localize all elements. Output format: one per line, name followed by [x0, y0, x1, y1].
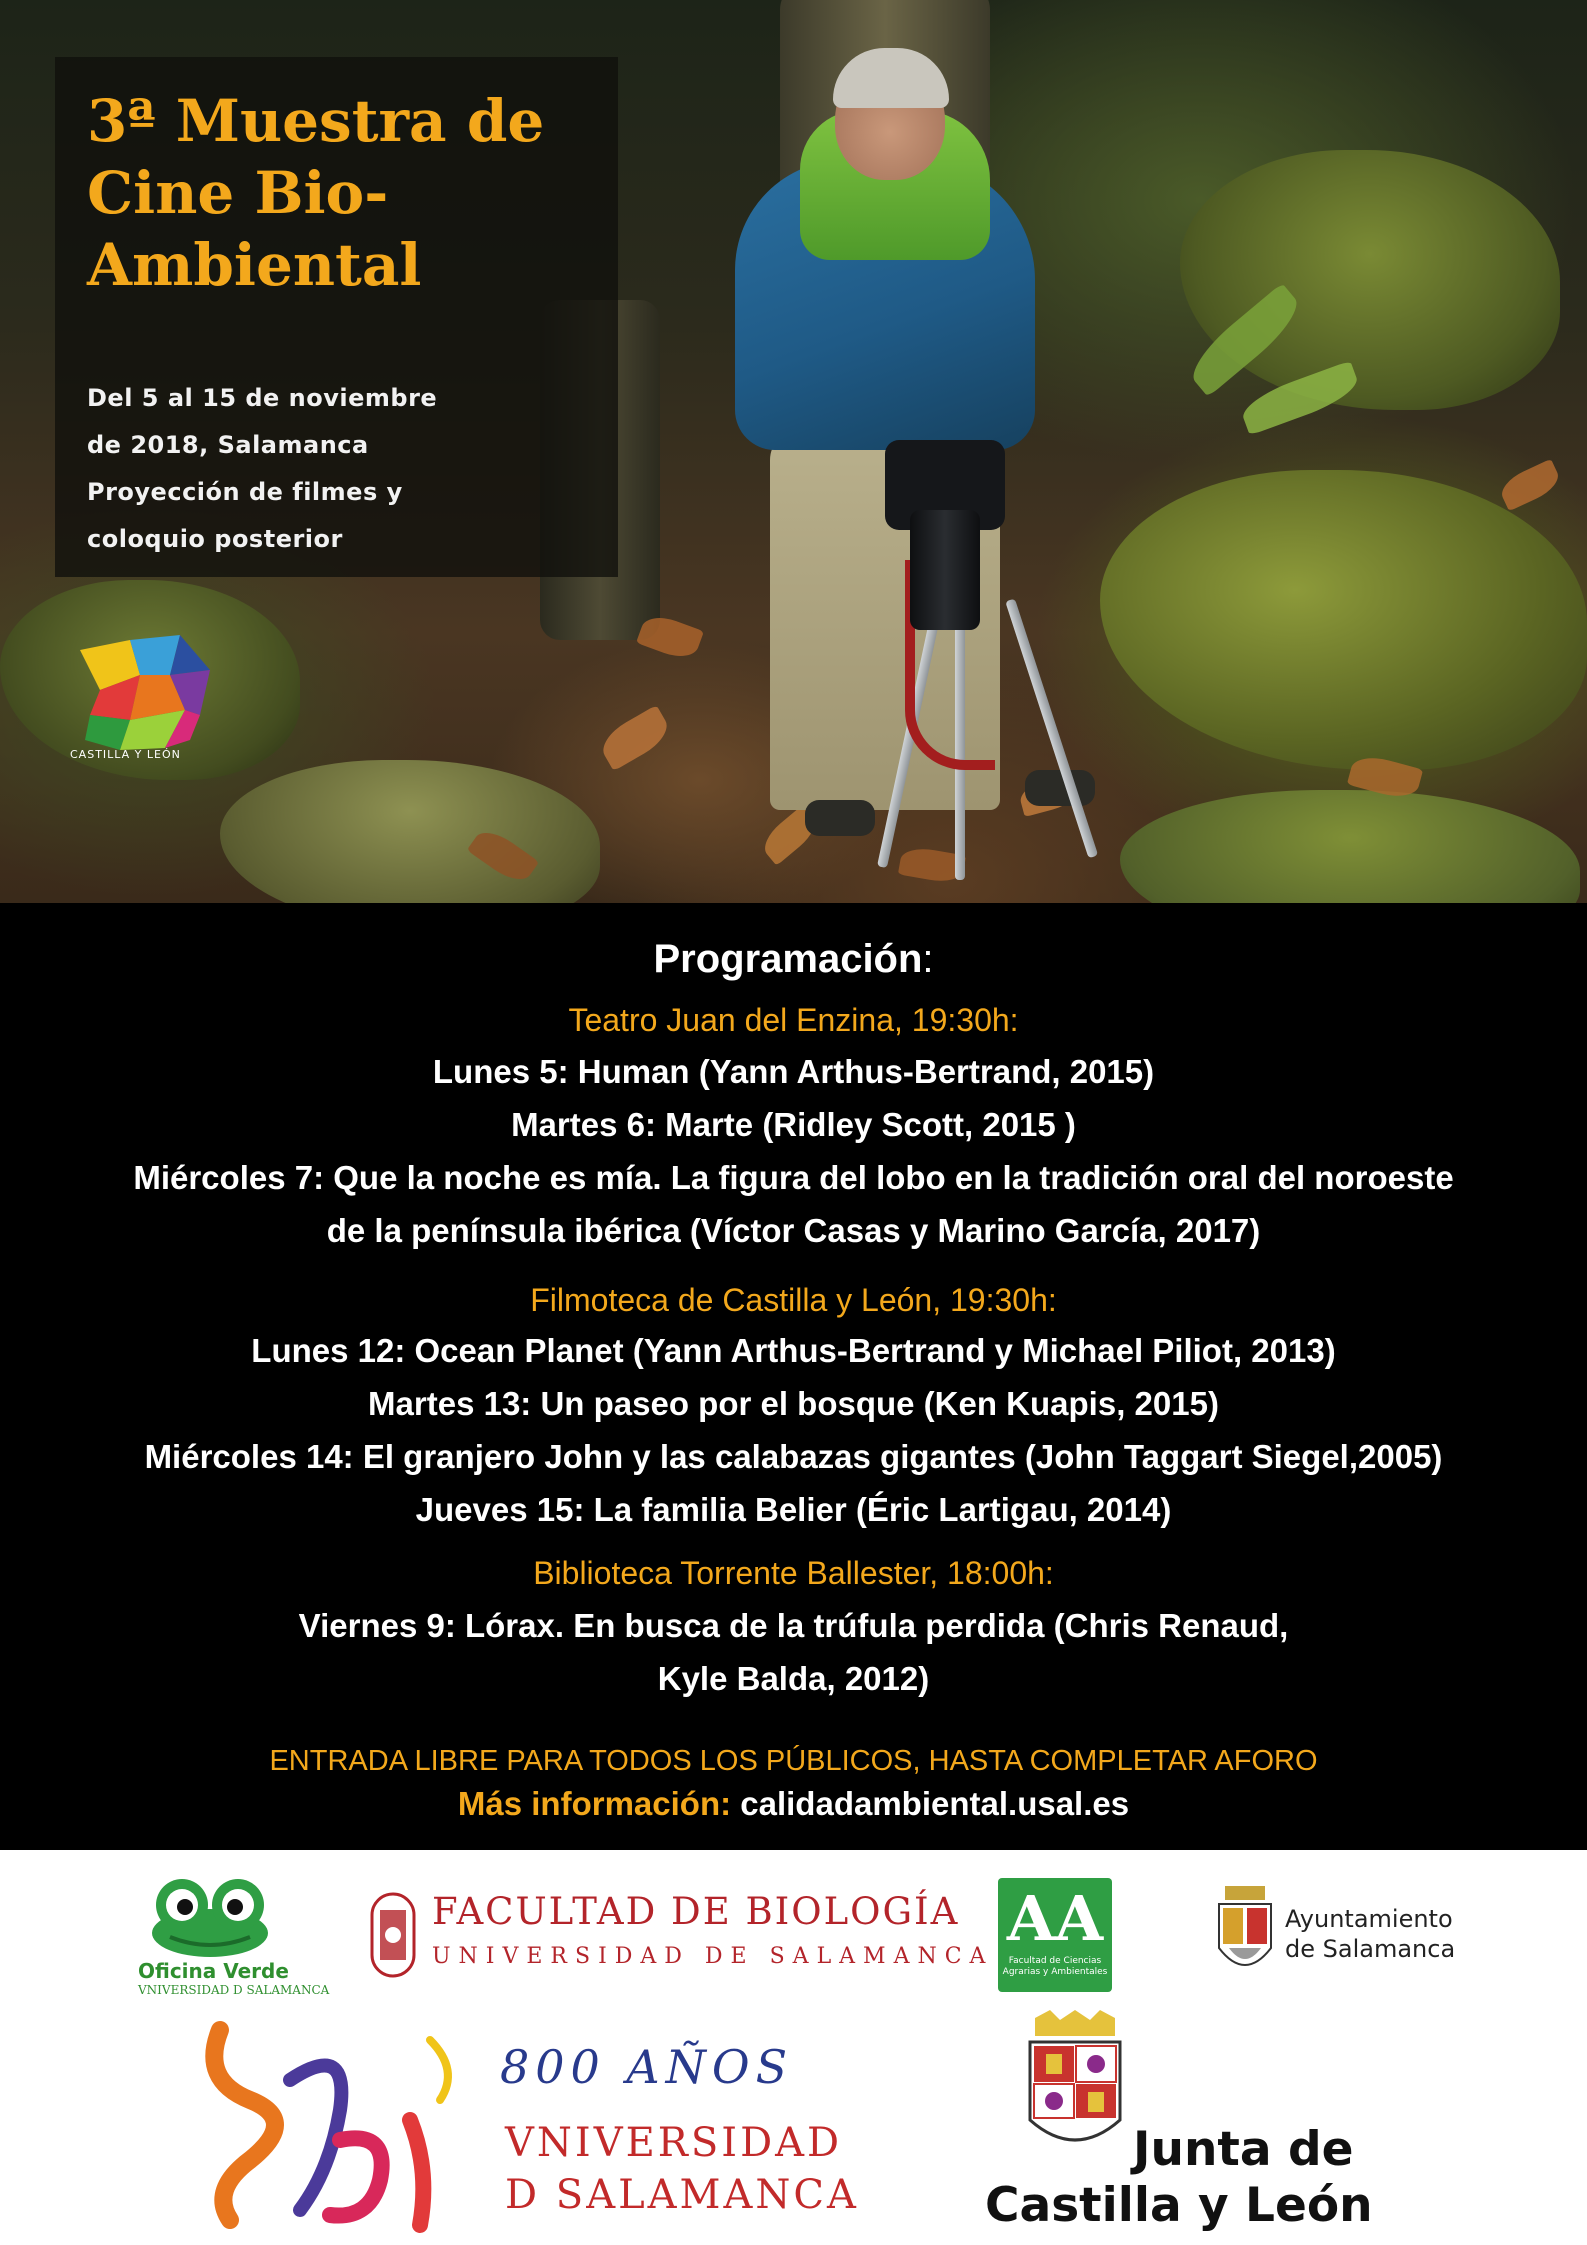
- title-line: 3ª Muestra de: [87, 87, 545, 155]
- sponsors-section: [0, 1850, 1587, 2245]
- title-box: [55, 57, 618, 577]
- aa-letters: AA: [1006, 1882, 1104, 1955]
- coat-of-arms-icon: [1215, 1886, 1275, 1982]
- free-entry-notice: ENTRADA LIBRE PARA TODOS LOS PÚBLICOS, HASTA COMPLETAR AFORO: [269, 1745, 1318, 1777]
- facultad-agrarias-logo: [998, 1878, 1112, 1992]
- title-line: Ambiental: [87, 231, 422, 299]
- screening-line: Martes 13: Un paseo por el bosque (Ken Kuapis, 2015): [368, 1385, 1219, 1422]
- aa-caption-line: Agrarias y Ambientales: [1002, 1967, 1108, 1977]
- event-details: [87, 375, 587, 563]
- usal-800-logo: [190, 2020, 859, 2235]
- program-heading: [0, 931, 1587, 987]
- screening-line: Miércoles 14: El granjero John y las calabazas gigantes (John Taggart Siegel,2005): [144, 1438, 1443, 1475]
- details-line: Proyección de filmes y: [87, 478, 403, 506]
- junta-line: Junta de: [1133, 2122, 1354, 2177]
- oficina-verde-label: Oficina Verde: [138, 1959, 289, 1983]
- screening-line: Miércoles 7: Que la noche es mía. La figura del lobo en la tradición oral del noroeste: [133, 1159, 1454, 1196]
- university-seal-icon: [368, 1890, 418, 1980]
- boot: [805, 800, 875, 836]
- mossy-rock: [1120, 790, 1580, 903]
- more-info: [0, 1781, 1587, 1827]
- venue-title: Teatro Juan del Enzina, 19:30h:: [568, 1002, 1019, 1038]
- event-title: [87, 85, 607, 301]
- frog-icon: [130, 1875, 290, 1957]
- camera-lens: [910, 510, 980, 630]
- details-line: coloquio posterior: [87, 525, 343, 553]
- screening-line: Martes 6: Marte (Ridley Scott, 2015 ): [511, 1106, 1076, 1143]
- facultad-biologia-logo: [368, 1890, 994, 1990]
- mossy-rock: [1100, 470, 1587, 770]
- program-heading-colon: :: [922, 937, 934, 981]
- boot: [1025, 770, 1095, 806]
- junta-castilla-leon-logo: [985, 2010, 1385, 2240]
- details-line: Del 5 al 15 de noviembre: [87, 384, 438, 412]
- ayuntamiento-logo: [1215, 1886, 1455, 1986]
- screening-line: Jueves 15: La familia Belier (Éric Lartigau, 2014): [415, 1491, 1172, 1528]
- usal-dragon-icon: [190, 2020, 470, 2235]
- mossy-rock: [220, 760, 600, 903]
- 800-years-label: 800 AÑOS: [500, 2040, 794, 2094]
- facultad-title: FACULTAD DE BIOLOGÍA: [432, 1890, 960, 1933]
- screening-line: Lunes 12: Ocean Planet (Yann Arthus-Bertrand y Michael Piliot, 2013): [251, 1332, 1336, 1369]
- junta-line: Castilla y León: [985, 2178, 1373, 2233]
- salamanca-label: D SALAMANCA: [505, 2172, 859, 2218]
- details-line: de 2018, Salamanca: [87, 431, 369, 459]
- screening-line: de la península ibérica (Víctor Casas y Marino García, 2017): [326, 1212, 1261, 1249]
- aa-caption: [1002, 1956, 1108, 1978]
- program-heading-text: Programación: [653, 937, 923, 981]
- screening-line: Lunes 5: Human (Yann Arthus-Bertrand, 2015): [432, 1053, 1155, 1090]
- ayuntamiento-line: de Salamanca: [1285, 1935, 1456, 1963]
- castilla-y-leon-label: CASTILLA Y LEÓN: [70, 748, 181, 761]
- ayuntamiento-line: Ayuntamiento: [1285, 1905, 1453, 1933]
- program-section: [0, 903, 1587, 1850]
- aa-caption-line: Facultad de Ciencias: [1008, 1956, 1102, 1966]
- screening-line: Kyle Balda, 2012): [657, 1660, 930, 1697]
- hero-photo: [0, 0, 1587, 903]
- venue-title: Filmoteca de Castilla y León, 19:30h:: [530, 1282, 1057, 1318]
- junta-label: [985, 2122, 1385, 2234]
- oficina-verde-sub: VNIVERSIDAD D SALAMANCA: [138, 1983, 330, 1997]
- universidad-label: VNIVERSIDAD: [505, 2120, 843, 2166]
- title-line: Cine Bio-: [87, 159, 389, 227]
- photographer: [705, 40, 1125, 840]
- screening-line: Viernes 9: Lórax. En busca de la trúfula perdida (Chris Renaud,: [298, 1607, 1289, 1644]
- more-info-label: Más información:: [457, 1785, 732, 1822]
- more-info-link[interactable]: calidadambiental.usal.es: [740, 1785, 1130, 1822]
- venue-title: Biblioteca Torrente Ballester, 18:00h:: [533, 1555, 1054, 1591]
- oficina-verde-logo: [130, 1875, 330, 1997]
- hair: [833, 48, 949, 108]
- ayuntamiento-label: [1285, 1904, 1455, 1964]
- tripod-leg: [1005, 598, 1098, 858]
- fallen-leaf: [1496, 459, 1563, 512]
- fallen-leaf: [596, 705, 675, 771]
- facultad-subtitle: UNIVERSIDAD DE SALAMANCA: [432, 1944, 994, 1969]
